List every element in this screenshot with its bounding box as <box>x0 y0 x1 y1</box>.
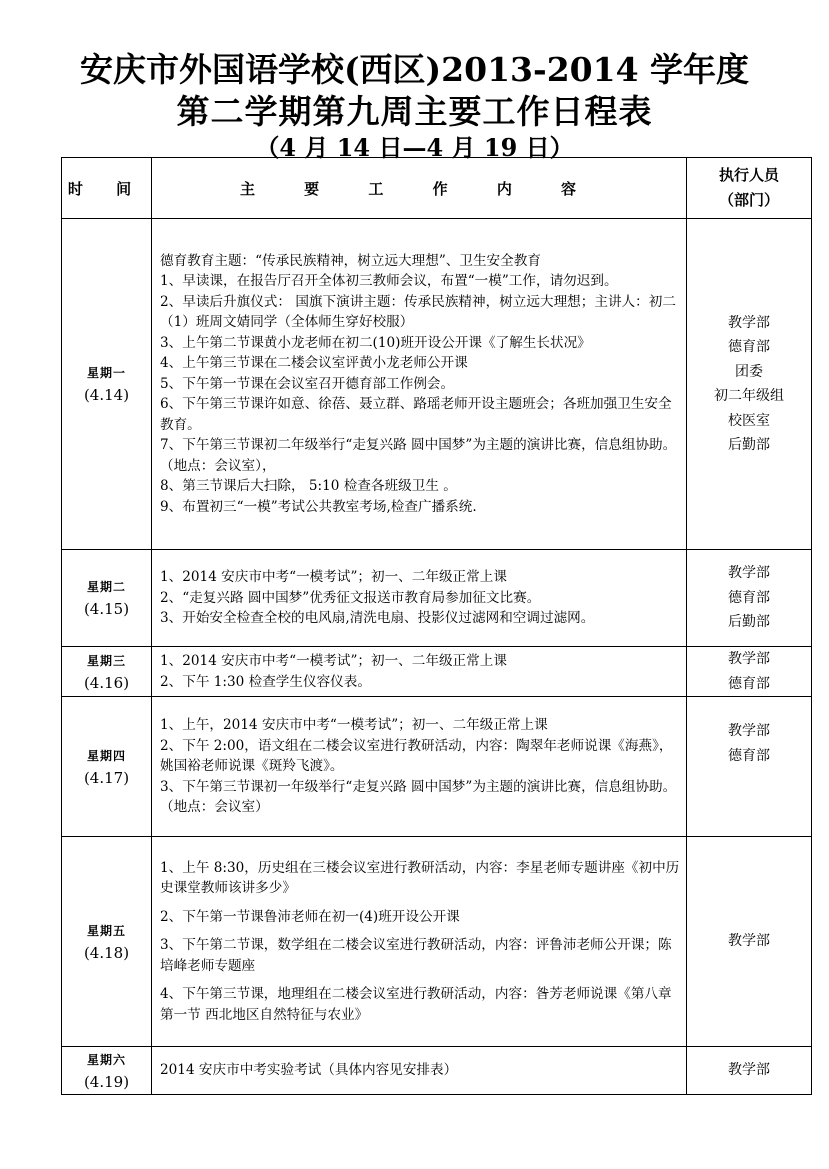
exec-cell <box>687 697 812 837</box>
content-line: 2、“走复兴路 圆中国梦”优秀征文报送市教育局参加征文比赛。 <box>160 589 541 606</box>
exec-dept: 后勤部 <box>728 614 770 631</box>
exec-dept: 教学部 <box>728 723 770 739</box>
exec-dept: 教学部 <box>728 565 770 582</box>
content-line: 9、布置初三“一模”考试公共教室考场,检查广播系统. <box>160 498 477 515</box>
day-cell <box>62 550 152 647</box>
content-line: 4、下午第三节课，地理组在二楼会议室进行教研活动，内容：昝芳老师说课《第八章 第一节 西北地区自然特征与农业》 <box>160 986 676 1023</box>
content-cell <box>152 219 687 550</box>
day-cell <box>62 1047 152 1095</box>
exec-cell <box>687 647 812 697</box>
day-cell <box>62 837 152 1047</box>
exec-dept: 德育部 <box>728 747 770 764</box>
content-line: 3、下午第三节课初一年级举行“走复兴路 圆中国梦”为主题的演讲比赛，信息组协助。（地点：会议室） <box>160 778 677 816</box>
exec-dept: 教学部 <box>728 651 770 667</box>
content-line: 2、早读后升旗仪式： 国旗下演讲主题：传承民族精神，树立远大理想；主讲人：初二（1）班周文婧同学（全体师生穿好校服） <box>160 293 676 331</box>
content-line: 3、下午第二节课，数学组在二楼会议室进行教研活动，内容：评鲁沛老师公开课；陈培峰老师专题座 <box>160 937 672 974</box>
content-line: 德育教育主题：“传承民族精神，树立远大理想”、卫生安全教育 <box>160 252 541 269</box>
table-row <box>62 697 812 837</box>
content-line: 4、上午第三节课在二楼会议室评黄小龙老师公开课 <box>160 355 468 372</box>
content-line: 1、上午，2014 安庆市中考“一模考试”；初一、二年级正常上课 <box>160 717 548 734</box>
exec-dept: 团委 <box>735 363 763 380</box>
title-date-range: （4 月 14 日—4 月 19 日） <box>255 133 574 162</box>
exec-cell <box>687 1047 812 1095</box>
exec-cell <box>687 837 812 1047</box>
exec-dept: 校医室 <box>728 412 770 429</box>
exec-dept: 初二年级组 <box>714 388 784 404</box>
content-cell <box>152 550 687 647</box>
content-cell <box>152 697 687 837</box>
table-row <box>62 550 812 647</box>
table-row <box>62 647 812 697</box>
header-exec-line2: （部门） <box>718 191 779 209</box>
day-cell <box>62 697 152 837</box>
day-name: 星期三 <box>86 653 126 668</box>
content-line: 2、下午 2:00，语文组在二楼会议室进行教研活动，内容：陶翠年老师说课《海燕》，姚国裕老师说课《斑羚飞渡》。 <box>160 737 673 775</box>
content-line: 1、2014 安庆市中考“一模考试”；初一、二年级正常上课 <box>160 653 507 669</box>
table-row <box>62 1047 812 1095</box>
exec-cell <box>687 550 812 647</box>
day-cell <box>62 647 152 697</box>
table-row <box>62 837 812 1047</box>
day-name: 星期六 <box>86 1052 126 1067</box>
exec-dept: 德育部 <box>728 675 770 692</box>
content-line: 2、下午 1:30 检查学生仪容仪表。 <box>160 673 371 690</box>
content-line: 8、第三节课后大扫除， 5:10 检查各班级卫生 。 <box>160 478 457 495</box>
content-line: 3、开始安全检查全校的电风扇,清洗电扇、投影仪过滤网和空调过滤网。 <box>160 610 595 627</box>
schedule-table <box>61 157 812 1095</box>
exec-dept: 教学部 <box>728 314 770 331</box>
content-line: 3、上午第二节课黄小龙老师在初二(10)班开设公开课《了解生长状况》 <box>160 334 591 351</box>
content-cell <box>152 837 687 1047</box>
content-line: 1、2014 安庆市中考“一模考试”；初一、二年级正常上课 <box>160 569 507 586</box>
content-line: 2014 安庆市中考实验考试（具体内容见安排表） <box>160 1062 458 1079</box>
title-line-2: 第二学期第九周主要工作日程表 <box>176 92 653 131</box>
content-cell <box>152 1047 687 1095</box>
day-name: 星期一 <box>86 366 126 380</box>
title-line-1: 安庆市外国语学校(西区)2013-2014 学年度 <box>79 50 750 89</box>
day-cell <box>62 219 152 550</box>
day-date: (4.14) <box>83 386 130 404</box>
exec-dept: 教学部 <box>728 1062 770 1079</box>
day-date: (4.15) <box>83 600 130 618</box>
exec-dept: 教学部 <box>728 933 770 950</box>
header-exec-line1: 执行人员 <box>718 166 779 184</box>
day-name: 星期五 <box>86 923 126 938</box>
content-line: 7、下午第三节课初二年级举行“走复兴路 圆中国梦”为主题的演讲比赛，信息组协助。（地点：会议室）， <box>160 437 677 474</box>
header-exec <box>687 158 812 219</box>
day-date: (4.18) <box>83 943 130 962</box>
content-line: 1、上午 8:30，历史组在三楼会议室进行教研活动，内容：李星老师专题讲座《初中历史课堂教师该讲多少》 <box>160 859 680 897</box>
day-name: 星期二 <box>86 580 126 594</box>
content-line: 1、早读课，在报告厅召开全体初三教师会议，布置“一模”工作，请勿迟到。 <box>160 273 618 290</box>
header-content: 主 要 工 作 内 容 <box>152 158 687 219</box>
exec-dept: 后勤部 <box>728 437 770 453</box>
day-name: 星期四 <box>86 748 126 763</box>
content-line: 2、下午第一节课鲁沛老师在初一(4)班开设公开课 <box>160 908 460 925</box>
header-time: 时 间 <box>62 158 152 219</box>
content-line: 5、下午第一节课在会议室召开德育部工作例会。 <box>160 375 455 392</box>
day-date: (4.16) <box>83 673 130 692</box>
content-line: 6、下午第三节课许如意、徐蓓、聂立群、路瑶老师开设主题班会；各班加强卫生安全教育。 <box>160 396 672 433</box>
exec-cell <box>687 219 812 550</box>
exec-dept: 德育部 <box>728 589 770 606</box>
exec-dept: 德育部 <box>728 339 770 355</box>
header-row <box>62 158 812 219</box>
day-date: (4.19) <box>83 1072 130 1091</box>
day-date: (4.17) <box>83 768 130 787</box>
content-cell <box>152 647 687 697</box>
table-row <box>62 219 812 550</box>
